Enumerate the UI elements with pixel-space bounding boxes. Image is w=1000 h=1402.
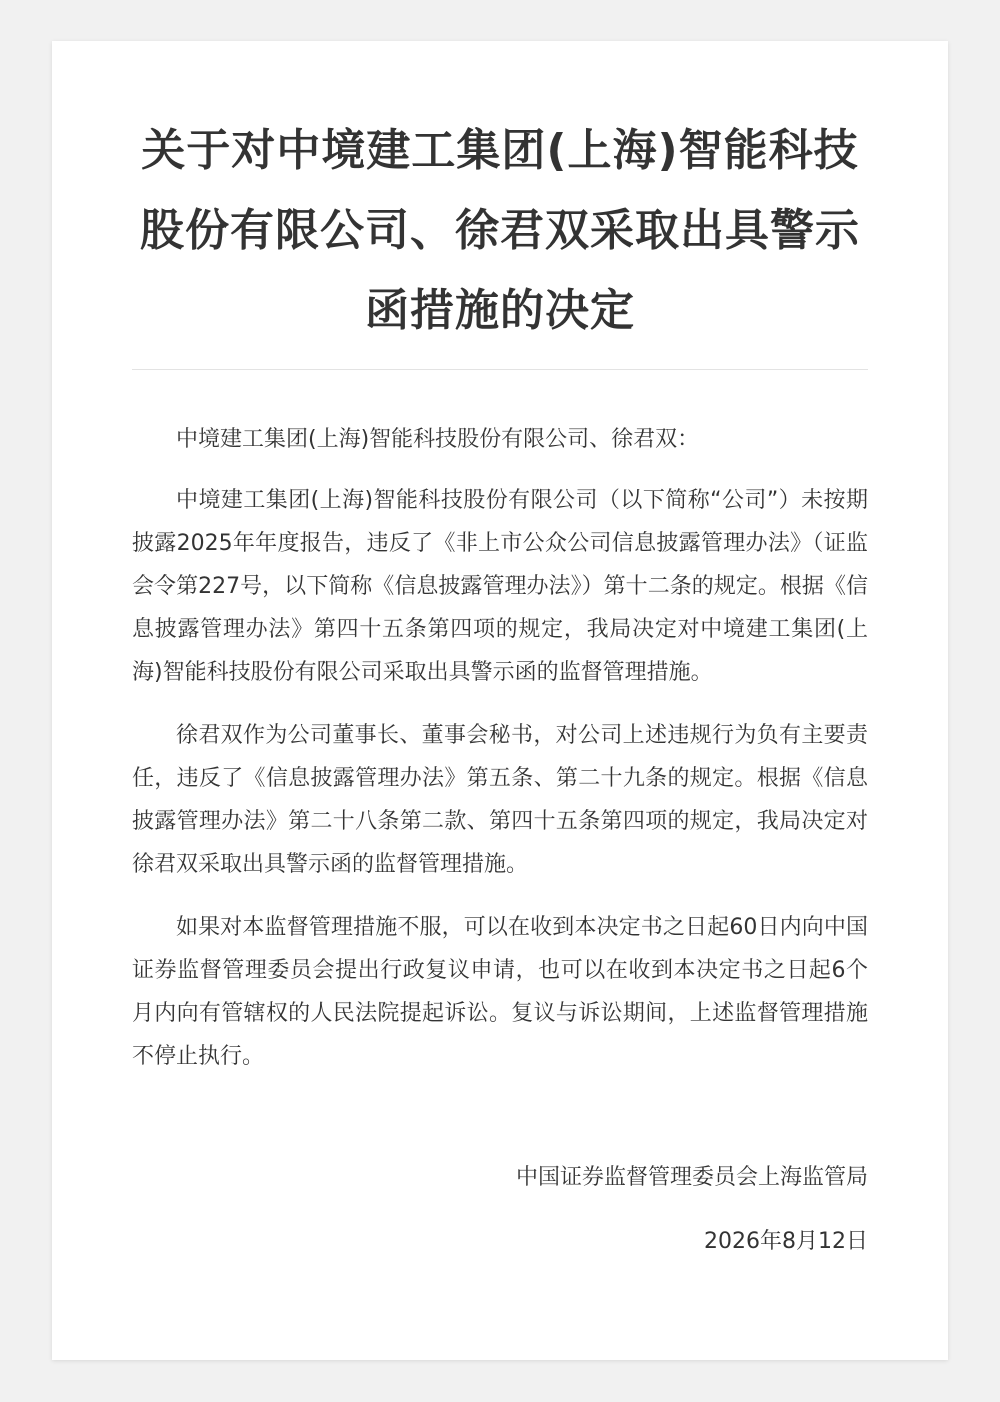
signature-block bbox=[132, 1158, 868, 1262]
body-paragraph-2: 徐君双作为公司董事长、董事会秘书，对公司上述违规行为负有主要责任，违反了《信息披露管理办法》第五条、第二十九条的规定。根据《信息披露管理办法》第二十八条第二款、第四十五条第四项的规定，我局决定对徐君双采取出具警示函的监督管理措施。 bbox=[132, 723, 868, 877]
title-divider bbox=[132, 369, 868, 370]
document-body bbox=[132, 418, 868, 1098]
issuing-authority: 中国证券监督管理委员会上海监管局 bbox=[515, 1165, 868, 1190]
body-paragraph-3: 如果对本监督管理措施不服，可以在收到本决定书之日起60日内向中国证券监督管理委员会提出行政复议申请，也可以在收到本决定书之日起6个月内向有管辖权的人民法院提起诉讼。复议与诉讼期间，上述监督管理措施不停止执行。 bbox=[132, 915, 868, 1069]
document-title: 关于对中境建工集团(上海)智能科技股份有限公司、徐君双采取出具警示函措施的决定 bbox=[140, 125, 860, 336]
body-paragraph-1: 中境建工集团(上海)智能科技股份有限公司（以下简称“公司”）未按期披露2025年年度报告，违反了《非上市公众公司信息披露管理办法》（证监会令第227号，以下简称《信息披露管理办法》）第十二条的规定。根据《信息披露管理办法》第四十五条第四项的规定，我局决定对中境建工集团(上海)智能科技股份有限公司采取出具警示函的监督管理措施。 bbox=[132, 488, 868, 685]
issue-date: 2026年8月12日 bbox=[704, 1229, 868, 1254]
document-page bbox=[52, 41, 948, 1360]
addressee: 中境建工集团(上海)智能科技股份有限公司、徐君双： bbox=[176, 427, 700, 452]
